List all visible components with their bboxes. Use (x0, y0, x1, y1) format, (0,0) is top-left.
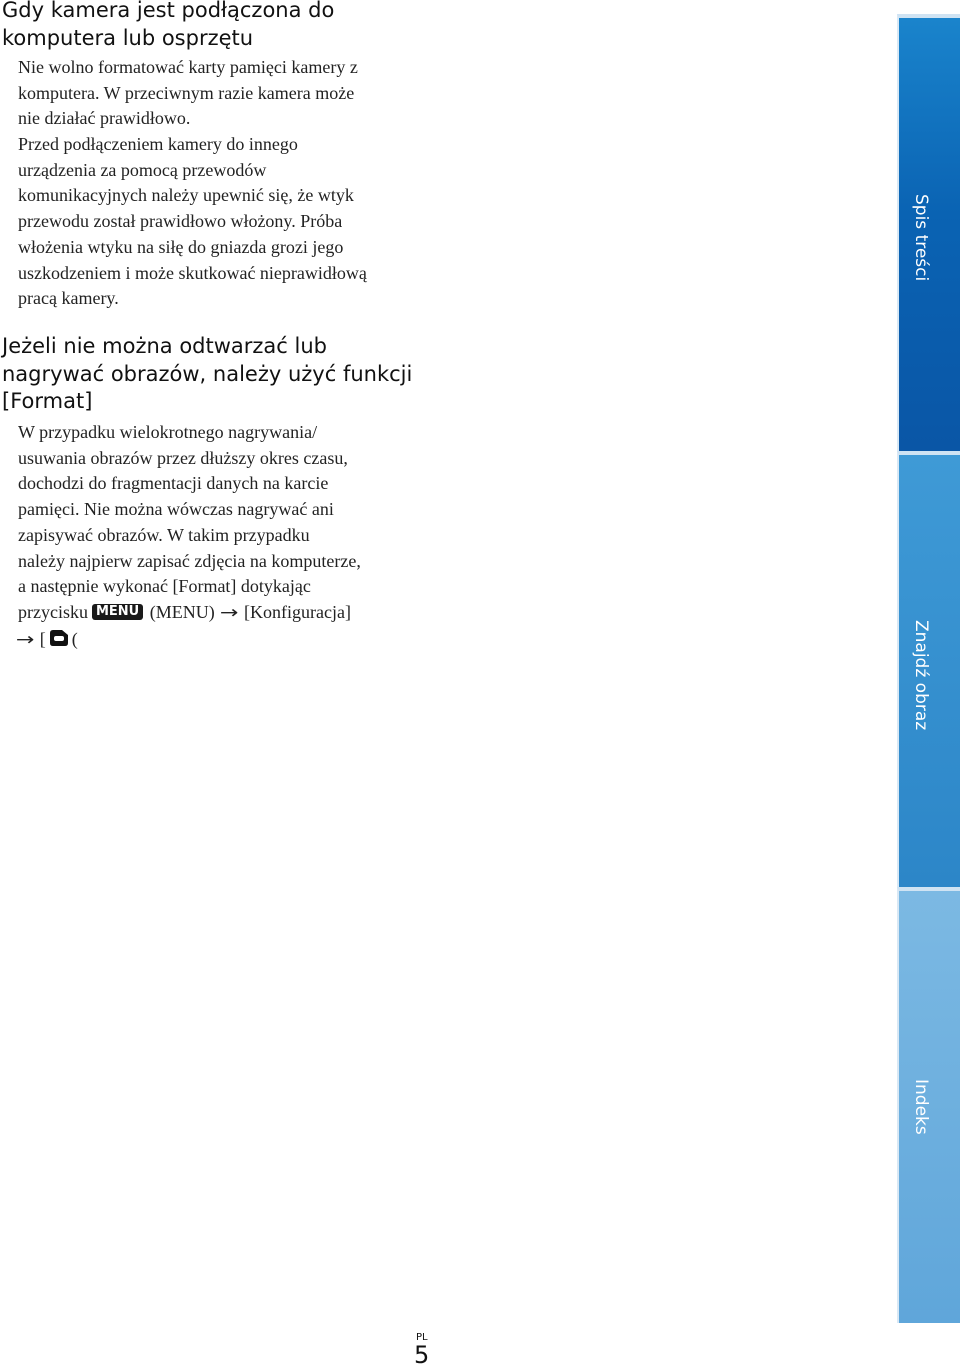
page-number: 5 (414, 1341, 430, 1368)
title-line: nagrywać obrazów, należy użyć funkcji (2, 361, 413, 386)
title-line: komputera lub osprzętu (2, 25, 254, 50)
text-line: Przed podłączeniem kamery do innego (18, 134, 298, 154)
text-fragment: [ (39, 628, 46, 649)
text-line: nie działać prawidłowo. (18, 108, 191, 129)
text-fragment: ( (71, 628, 78, 649)
paragraph-cable-connection (18, 132, 367, 312)
text-line: pamięci. Nie można wówczas nagrywać ani (18, 499, 334, 520)
text-line: a następnie wykonać [Format] dotykając (18, 576, 311, 597)
text-line: włożenia wtyku na siłę do gniazda grozi jego (18, 236, 344, 257)
text-line: komunikacyjnych należy upewnić się, że wtyk (18, 185, 354, 206)
text-fragment: [Konfiguracja] (244, 601, 351, 622)
arrow-right-icon: → (220, 602, 239, 623)
title-line: Gdy kamera jest podłączona do (2, 0, 335, 22)
text-line: należy najpierw zapisać zdjęcia na komputerze, (18, 550, 361, 571)
text-line: zapisywać obrazów. W takim przypadku (18, 524, 310, 545)
text-fragment: przycisku (18, 601, 88, 622)
tab-index[interactable] (897, 887, 960, 1323)
text-line: komputera. W przeciwnym razie kamera może (18, 82, 355, 103)
page-language-code: PL (416, 1332, 428, 1343)
tab-label: Spis treści (911, 194, 931, 282)
title-line: Jeżeli nie można odtwarzać lub (2, 334, 327, 358)
text-line-menu-path (18, 600, 361, 627)
text-line: urządzenia za pomocą przewodów (18, 159, 267, 180)
tab-table-of-contents[interactable] (897, 14, 960, 451)
memory-card-icon (48, 629, 70, 655)
text-line: W przypadku wielokrotnego nagrywania/ (18, 422, 318, 442)
tab-label: Indeks (911, 1079, 931, 1135)
menu-button-icon: MENU (92, 604, 143, 620)
text-fragment: (MENU) (149, 601, 215, 622)
text-line: pracą kamery. (18, 288, 119, 309)
section-title-computer (2, 0, 422, 52)
tab-label: Znajdź obraz (911, 620, 931, 731)
tab-find-image[interactable] (897, 451, 960, 887)
title-line: [Format] (2, 389, 93, 413)
text-line: przewodu został prawidłowo włożony. Próba (18, 211, 343, 232)
paragraph-format-instructions (15, 420, 361, 654)
text-line: dochodzi do fragmentacji danych na karcie (18, 473, 329, 494)
text-line-menu-path-cont (15, 627, 361, 655)
text-line: usuwania obrazów przez dłuższy okres czasu, (18, 447, 348, 468)
text-line: uszkodzeniem i może skutkować nieprawidłową (18, 262, 367, 283)
section-title-format (2, 333, 422, 416)
text-line: Nie wolno formatować karty pamięci kamery z (18, 57, 358, 77)
arrow-right-icon: → (15, 629, 35, 650)
paragraph-no-format-from-pc (18, 55, 358, 132)
